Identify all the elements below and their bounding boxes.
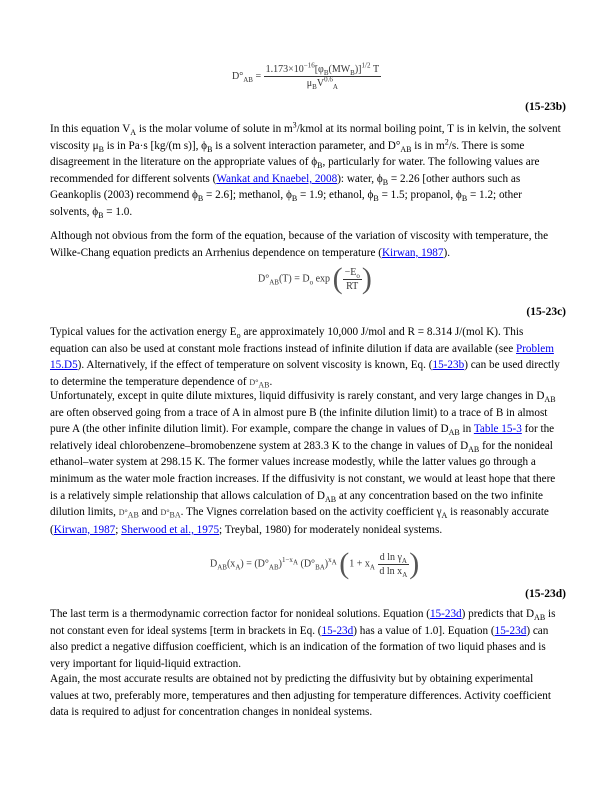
paragraph-wilke-chang-variables: In this equation $V_A$ is the molar volume of solute in $m^3$/kmol at its normal boiling point, T is in kelvin, the solvent viscosity $\mu_B$ is in Pa·s [kg/(m s)], $\phi_B$ is a solvent interaction parameter, and $D^\circ_{AB}$ is in $m^2/s$. There is some disagreement in the literature on the appropriate values of $\phi_B$, particularly for water. The following values are recommended for different solvents (Wankat and Knaebel, 2008): water, $\phi_B = 2.26$ [other authors such as Geankoplis (2003) recommend $\phi_B = 2.6$]; methanol, $\phi_B = 1.9$; ethanol, $\phi_B = 1.5$; propanol, $\phi_B = 1.2$; other solvents, $\phi_B = 1.0$. xyxy=(50,120,561,221)
link-sherwood-1975[interactable]: Sherwood et al., 1975 xyxy=(121,523,220,536)
paragraph-experimental-values: Again, the most accurate results are obtained not by predicting the diffusivity but by obtaining experimental values at two, preferably more, temperatures and then adjusting for temperature differences. Activity coefficient data is required to adjust for concentration changes in nonideal systems. xyxy=(50,673,551,719)
equation-15-23b: $D^\circ_{AB}$ = $\frac{1.173\times 10^{-16}[\varphi_B(MW_B)]^{1/2} T}{\mu_BV^{0.6}_A}$ xyxy=(232,61,380,91)
link-kirwan-1987[interactable]: Kirwan, 1987 xyxy=(381,246,444,259)
link-eq-15-23d-c[interactable]: 15-23d xyxy=(494,624,527,637)
link-eq-15-23d-b[interactable]: 15-23d xyxy=(321,624,354,637)
equation-number-15-23d: (15-23d) xyxy=(525,588,566,600)
link-eq-15-23b[interactable]: 15-23b xyxy=(432,359,465,372)
equation-15-23c: $D^\circ_{AB}(T) = D_o$ exp ( $\frac{-E_o}{RT}$ ) xyxy=(258,262,372,295)
inline-d-ba-limit: $D^\circ_{BA}$ xyxy=(160,508,181,520)
paragraph-activation-energy: Typical values for the activation energy $E_o$ are approximately 10,000 J/mol and R = 8.314 J/(mol K). This equation can also be used at constant mole fractions instead of infinite dilution if data are available (see Problem 15.D5). Alternatively, if the effect of temperature on solvent viscosity is known, Eq. (15-23b) can be used directly to determine the temperature dependence of $D^\circ_{AB}$. xyxy=(50,326,560,390)
link-problem-15-d5[interactable]: Problem 15.D5 xyxy=(50,342,554,372)
paragraph-arrhenius-dependence: Although not obvious from the form of the equation, because of the variation of viscosity with temperature, the Wilke-Chang equation predicts an Arrhenius dependence on temperature (Kirwan, 1987). xyxy=(50,230,549,259)
paragraph-thermodynamic-correction: The last term is a thermodynamic correction factor for nonideal solutions. Equation (15-23d) predicts that $D_{AB}$ is not constant even for ideal systems [term in brackets in Eq. (15-23d) has a value of 1.0]. Equation (15-23d) can also predict a negative diffusion coefficient, which is an indication of the formation of two liquid phases and is very important for liquid-liquid extraction. xyxy=(50,608,556,670)
equation-15-23d: $D_{AB}(x_A) = (D^\circ_{AB})^{1-x_A}$ $(D^\circ_{BA})^{x_A}$ ($1 + x_A$ $\frac{d \ln \gamma_A}{d \ln x_A}$ ) xyxy=(210,547,420,580)
equation-number-15-23c: (15-23c) xyxy=(526,306,566,318)
link-kirwan-1987-b[interactable]: Kirwan, 1987 xyxy=(53,523,116,536)
inline-d-ab-infinite: $D^\circ_{AB}$ xyxy=(249,377,270,390)
inline-d-ab-limit: $D^\circ_{AB}$ xyxy=(118,508,139,520)
equation-number-15-23b: (15-23b) xyxy=(525,101,566,113)
link-table-15-3[interactable]: Table 15-3 xyxy=(473,423,522,436)
paragraph-concentration-dependence: Unfortunately, except in quite dilute mixtures, liquid diffusivity is rarely constant, and very large changes in $D_{AB}$ are often observed going from a trace of A in almost pure B (the infinite dilution limit) to a trace of B in almost pure A (the other infinite dilution limit). For example, compare the change in values of $D_{AB}$ in Table 15-3 for the relatively ideal chlorobenzene–bromobenzene system at 283.3 K to the change in values of $D_{AB}$ for the nonideal ethanol–water system at 298.15 K. The former values increase modestly, while the latter values go through a minimum as the water mole fraction increases. If the diffusivity is not constant, we would at least hope that there is a relatively simple relationship that allows calculation of $D_{AB}$ at any concentration based on the two infinite dilution limits, $D^\circ_{AB}$ and $D^\circ_{BA}$. The Vignes correlation based on the activity coefficient $\gamma_A$ is reasonably accurate (Kirwan, 1987; Sherwood et al., 1975; Treybal, 1980) for moderately nonideal systems. xyxy=(50,390,556,536)
link-eq-15-23d-a[interactable]: 15-23d xyxy=(429,608,462,620)
link-wankat-knaebel-2008[interactable]: Wankat and Knaebel, 2008 xyxy=(216,172,338,185)
